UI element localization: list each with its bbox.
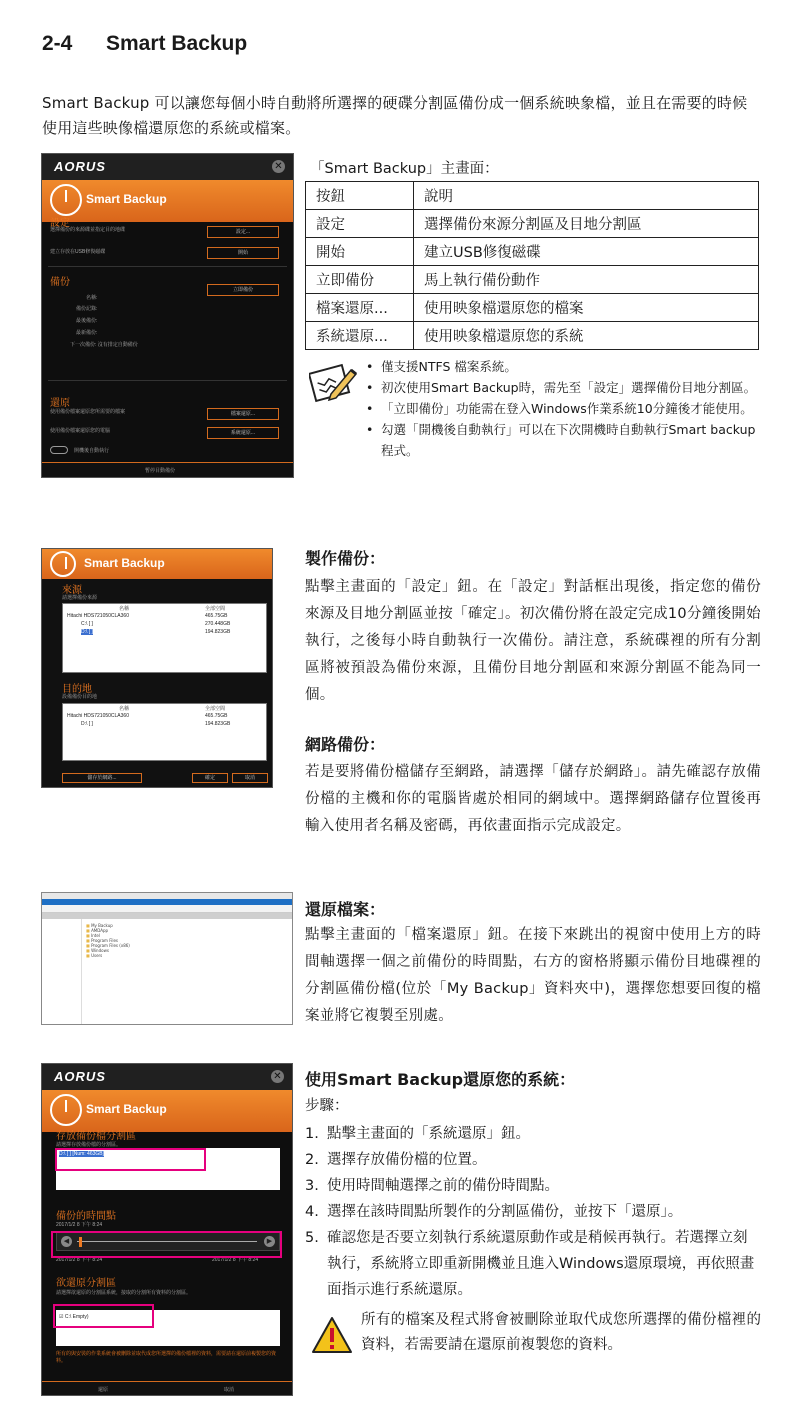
cancel-button[interactable]: 取消 [232,773,268,783]
table-cell: 設定 [306,210,414,238]
divider [48,380,287,381]
close-icon[interactable]: ✕ [272,160,285,173]
time-end: 2017/1/2 8 下午 8:24 [212,1257,259,1263]
restore-label: 還原 [50,398,70,409]
col-size: 全部空間 [205,606,226,612]
button-table [305,181,759,350]
backup-record: 備份記錄: [76,306,98,312]
table-row [306,210,759,238]
col-name: 名稱 [119,606,130,612]
step-item: 1. 點擊主畫面的「系統還原」鈕。 [305,1126,530,1142]
make-backup-heading: 製作備份： [305,549,386,568]
time-label: 備份的時間點 [56,1211,116,1222]
step-item: 3. 使用時間軸選擇之前的備份時間點。 [305,1178,559,1194]
settings-window-screenshot [41,548,273,788]
checkbox-icon[interactable]: ☑ [59,1314,64,1320]
warning-icon [310,1315,354,1355]
note-item: • 初次使用Smart Backup時，需先至「設定」選擇備份目地分割區。 [362,377,762,398]
source-partition-c-size: 270.448GB [205,621,231,627]
explorer-navpane [42,919,82,1024]
source-disk[interactable]: Hitachi HDS721050CLA360 [67,613,129,619]
folder-item[interactable]: ■ My Backup [86,923,113,928]
restore-system-heading: 使用Smart Backup還原您的系統： [305,1070,576,1089]
app-header-bar [42,180,293,222]
highlight-timeline [51,1231,282,1258]
step-item: 2. 選擇存放備份檔的位置。 [305,1152,487,1168]
backup-latest: 最新備份: [76,330,98,336]
app-header-bar [42,1090,292,1132]
warning-text: 所有的檔案及程式將會被刪除並取代成您所選擇的備份檔裡的資料，若需要請在還原前複製您的資料。 [361,1312,761,1353]
time-current: 2017/1/2 8 下午 8:24 [56,1222,103,1228]
backup-now-button[interactable]: 立即備份 [207,284,279,296]
app-title: Smart Backup [86,192,167,206]
table-row [306,322,759,350]
restore-warning: 所有的與安裝的作業系統會被刪除並取代成您所選擇的備份檔裡的資料，需要請在還原前複製您的資料。 [56,1351,277,1364]
settings-label: 設定 [50,218,70,229]
section-title: Smart Backup [106,32,248,55]
table-cell: 選擇備份來源分割區及目地分割區 [414,210,759,238]
window-titlebar [42,154,293,180]
table-header-row [306,182,759,210]
source-hint: 請選擇備份來源 [62,595,98,601]
explorer-file-list [86,923,130,958]
backup-last: 最後備份: [76,318,98,324]
table-cell: 使用映象檔還原您的檔案 [414,294,759,322]
table-cell: 使用映象檔還原您的系統 [414,322,759,350]
app-header-bar [42,549,272,579]
file-explorer-screenshot [41,892,293,1025]
table-row [306,294,759,322]
restore-files-heading: 還原檔案： [305,900,386,919]
folder-item[interactable]: ■ Intel [86,933,100,938]
table-cell: 按鈕 [306,182,414,210]
folder-item[interactable]: ■ Users [86,953,103,958]
note-item: • 僅支援NTFS 檔案系統。 [362,356,762,377]
restore-files-text: 點擊主畫面的「檔案還原」鈕。在接下來跳出的視窗中使用上方的時間軸選擇一個之前備份的時間點，右方的窗格將顯示備份目地碟裡的分割區備份檔(位於「My Backup」資料夾中)，選擇您想要回復的檔案並將它複製至別處。 [305,927,761,1024]
save-to-network-button[interactable]: 儲存於網路... [62,773,142,783]
close-icon[interactable]: ✕ [271,1070,284,1083]
source-partition-d-size: 194.823GB [205,629,231,635]
aorus-logo: AORUS [54,159,106,174]
explorer-addressbar [42,905,292,913]
auto-run-label: 開機後自動執行 [74,448,110,454]
previous-icon[interactable]: ◀ [61,1236,72,1247]
table-cell: 建立USB修復磁碟 [414,238,759,266]
clock-icon [50,1094,82,1126]
backup-next: 下一次備份: 沒有排定自動備份 [70,342,138,348]
table-row [306,266,759,294]
aorus-logo: AORUS [54,1069,106,1084]
file-restore-button[interactable]: 檔案還原... [207,408,279,420]
table-cell: 說明 [414,182,759,210]
auto-run-toggle[interactable] [50,446,68,454]
make-backup-text: 點擊主畫面的「設定」鈕。在「設定」對話框出現後，指定您的備份來源及目地分割區並按「確定」。初次備份將在設定完成10分鐘後開始執行，之後每小時自動執行一次備份。請注意，系統碟裡的所有分割區將被預設為備份來源，且備份目地分割區和來源分割區不能為同一個。 [305,579,761,703]
section-number: 2-4 [42,32,73,55]
highlight-partition [53,1304,154,1328]
window-footer [42,1381,292,1395]
notes-list [362,356,762,461]
dest-disk-size: 465.75GB [205,713,228,719]
destination-list[interactable] [62,703,267,761]
divider [48,266,287,267]
note-item: • 勾選「開機後自動執行」可以在下次開機時自動執行Smart backup程式。 [362,419,762,461]
note-item: • 「立即備份」功能需在登入Windows作業系統10分鐘後才能使用。 [362,398,762,419]
destination-label: 目的地 [62,684,92,695]
folder-item[interactable]: ■ Program Files [86,938,118,943]
table-cell: 開始 [306,238,414,266]
settings-row-1: 選擇備份的來源碟並指定目的地碟 [50,227,126,233]
dest-disk[interactable]: Hitachi HDS721050CLA360 [67,713,129,719]
dest-partition-d-size: 194.823GB [205,721,231,727]
restore-button[interactable]: 還原 [98,1387,109,1393]
source-list[interactable] [62,603,267,673]
main-window-screenshot [41,153,294,478]
restore-window-screenshot [41,1063,293,1396]
partition-label: 欲還原分割區 [56,1278,116,1289]
network-backup-heading: 網路備份： [305,735,386,754]
restore-row-2: 使用備份檔案還原您的電腦 [50,428,111,434]
location-label: 存放備份檔分割區 [56,1131,136,1142]
clock-icon [50,184,82,216]
note-pencil-icon [309,360,359,406]
step-item: 5. 確認您是否要立刻執行系統還原動作或是稍候再執行。若選擇立刻執行，系統將立即重新開機並且進入Windows還原環境，再依照畫面指示進行系統還原。 [305,1230,755,1298]
source-label: 來源 [62,585,82,596]
pause-backup-button[interactable]: 暫停目動備份 [145,468,176,474]
cancel-button[interactable]: 取消 [224,1387,235,1393]
source-partition-d[interactable]: D:\ [ ] [81,629,93,635]
restore-row-1: 使用備份檔案還原您所需要的檔案 [50,409,126,415]
backup-name: 名稱: [86,295,98,301]
window-titlebar [42,1064,292,1090]
col-name: 名稱 [119,706,130,712]
location-item[interactable]: D:\ [ ] [Num: 463GB] [59,1151,105,1157]
intro-paragraph: Smart Backup 可以讓您每個小時自動將所選擇的硬碟分割區備份成一個系統映象檔，並且在需要的時候使用這些映像檔還原您的系統或檔案。 [42,94,748,137]
next-icon[interactable]: ▶ [264,1236,275,1247]
window-footer [42,462,293,477]
table-cell: 馬上執行備份動作 [414,266,759,294]
settings-button[interactable]: 設定... [207,226,279,238]
table-row [306,238,759,266]
app-title: Smart Backup [84,556,165,570]
system-restore-button[interactable]: 系統還原... [207,427,279,439]
time-start: 2017/1/2 8 下午 8:24 [56,1257,103,1263]
table-cell: 立即備份 [306,266,414,294]
partition-hint: 請選擇欲還原的分割區系統，接取的分割所有資料的分割區。 [56,1290,192,1296]
network-backup-text: 若是要將備份檔儲存至網路，請選擇「儲存於網路」。請先確認存放備份檔的主機和你的電腦皆處於相同的網域中。選擇網路儲存位置後再輸入使用者名稱及密碼，再依畫面指示完成設定。 [305,764,761,834]
ok-button[interactable]: 確定 [192,773,228,783]
folder-item[interactable]: ■ AMDApp [86,928,109,933]
table-cell: 系統還原... [306,322,414,350]
screen-caption: 「Smart Backup」主畫面： [310,161,499,177]
source-disk-size: 465.75GB [205,613,228,619]
backup-label: 備份 [50,277,70,288]
location-hint: 請選擇存放備份檔的分割區。 [56,1142,122,1148]
destination-hint: 設備備份目的地 [62,694,98,700]
folder-item[interactable]: ■ Windows [86,948,109,953]
dest-partition-d[interactable]: D:\ [ ] [81,721,93,727]
folder-item[interactable]: ■ Program Files (x86) [86,943,130,948]
steps-list [305,1121,761,1303]
highlight-location [55,1148,206,1171]
step-item: 4. 選擇在該時間點所製作的分割區備份，並按下「還原」。 [305,1204,683,1220]
app-title: Smart Backup [86,1102,167,1116]
clock-icon [50,551,76,577]
source-partition-c[interactable]: C:\ [ ] [81,621,93,627]
steps-label: 步驟： [305,1098,349,1114]
partition-item[interactable]: ☑ C:\ Empty) [59,1314,89,1320]
settings-row-2: 建立存放在USB修復磁碟 [50,249,106,255]
start-button[interactable]: 開始 [207,247,279,259]
table-cell: 檔案還原... [306,294,414,322]
col-size: 全部空間 [205,706,226,712]
